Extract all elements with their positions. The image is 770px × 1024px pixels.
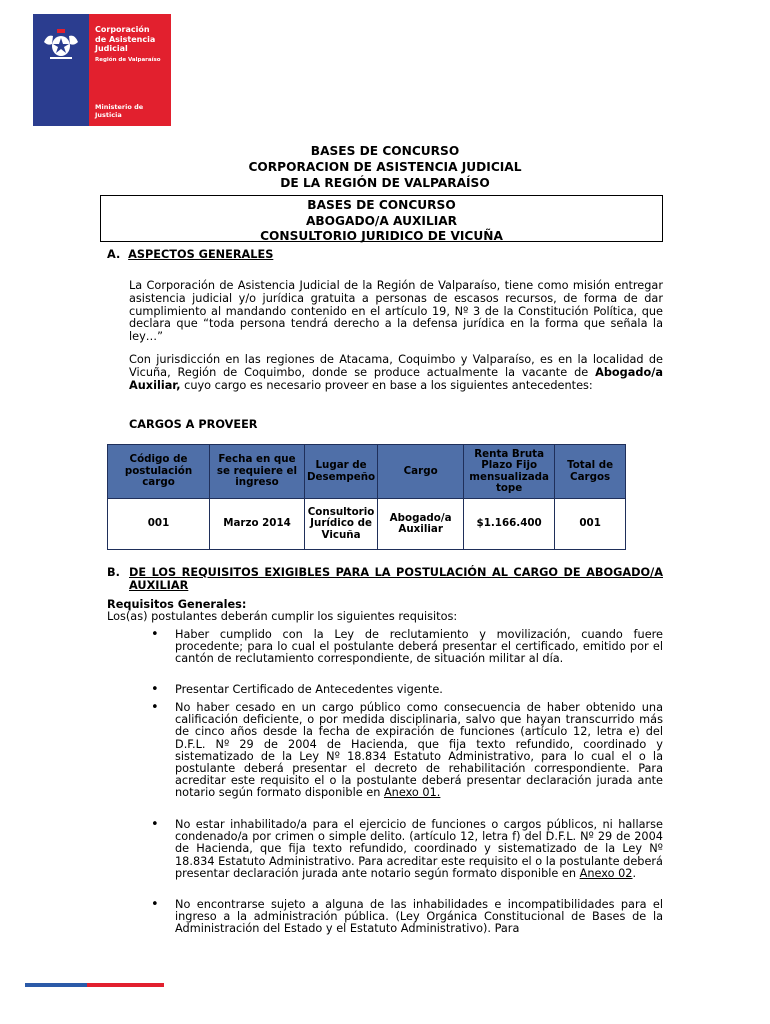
table-cell: Marzo 2014 <box>210 499 305 550</box>
institution-logo <box>33 14 171 126</box>
table-cell: $1.166.400 <box>464 499 555 550</box>
logo-ministry-panel <box>33 94 171 126</box>
header-line-1: BASES DE CONCURSO <box>310 144 460 158</box>
table-header: Fecha en que se requiere el ingreso <box>210 445 305 499</box>
boxed-title-bottom-rule <box>100 241 663 242</box>
bullet-icon: • <box>151 682 159 697</box>
section-a-heading <box>107 248 273 262</box>
table-cell: 001 <box>108 499 210 550</box>
header-line-3: DE LA REGIÓN DE VALPARAÍSO <box>280 176 490 190</box>
boxed-title-line-3: CONSULTORIO JURIDICO DE VICUÑA <box>260 229 503 243</box>
table-header: Total de Cargos <box>555 445 626 499</box>
para2-post: cuyo cargo es necesario proveer en base a los siguientes antecedentes: <box>180 378 593 392</box>
requirements-title: Requisitos Generales: <box>107 598 247 611</box>
requirement-item-1: Haber cumplido con la Ley de reclutamiento y movilización, cuando fuere procedente; para lo cual el postulante deberá presentar el certificado, emitido por el cantón de reclutamiento correspondiente, de situación militar al día. <box>175 628 663 666</box>
bullet-icon: • <box>151 897 159 912</box>
table-cell: 001 <box>555 499 626 550</box>
logo-region: Región de Valparaíso <box>95 57 161 63</box>
cargos-title: CARGOS A PROVEER <box>129 418 258 431</box>
table-header: Cargo <box>378 445 464 499</box>
requirement-item-4 <box>175 819 663 880</box>
logo-org-name: Corporación de Asistencia Judicial <box>95 25 156 53</box>
para2-pre: Con jurisdicción en las regiones de Atacama, Coquimbo y Valparaíso, es en la localidad de Vicuña, Región de Coquimbo, donde se produce actualmente la vacante de <box>129 353 663 379</box>
requirement-item-3 <box>175 702 663 800</box>
item-4-text: No estar inhabilitado/a para el ejercicio de funciones o cargos públicos, ni hallarse condenado/a por crimen o simple delito. (artículo 12, letra f) del D.F.L. Nº 29 de 2004 de Hacienda, que fija texto refundido, coordinado y sistematizado de la Ley Nº 18.834 Estatuto Administrativo. Para acreditar este requisito el o la postulante deberá presentar declaración jurada ante notario según formato disponible en <box>175 818 663 880</box>
boxed-title <box>100 195 663 241</box>
logo-blue-panel <box>33 14 89 94</box>
footer-bar-blue <box>25 983 87 987</box>
table-cell: Consultorio Jurídico de Vicuña <box>305 499 378 550</box>
section-a-paragraph-2 <box>129 354 663 392</box>
boxed-title-line-2: ABOGADO/A AUXILIAR <box>305 213 458 228</box>
logo-blue-strip <box>33 94 89 126</box>
header-line-2: CORPORACION DE ASISTENCIA JUDICIAL <box>248 160 522 174</box>
requirement-item-2: Presentar Certificado de Antecedentes vigente. <box>175 683 443 696</box>
item-3-text: No haber cesado en un cargo público como consecuencia de haber obtenido una calificación deficiente, o por medida disciplinaria, salvo que hayan transcurrido más de cinco años desde la fecha de expiración de funciones (artículo 12, letra e) del D.F.L. Nº 29 de 2004 de Hacienda, que fija texto refundido, coordinado y sistematizado de la Ley Nº 18.834 Estatuto Administrativo, para lo cual el o la postulante deberá presentar el decreto de rehabilitación correspondiente. Para acreditar este requisito el o la postulante deberá presentar declaración jurada ante notario según formato disponible en <box>175 701 663 800</box>
table-cell: Abogado/a Auxiliar <box>378 499 464 550</box>
document-header <box>0 143 770 191</box>
logo-red-panel <box>89 14 171 94</box>
logo-ministry: Ministerio de Justicia <box>95 103 144 119</box>
anexo-01-link[interactable]: Anexo 01. <box>383 786 441 800</box>
table-header: Código de postulación cargo <box>108 445 210 499</box>
section-b-letter: B. <box>107 566 120 579</box>
requirements-intro: Los(as) postulantes deberán cumplir los siguientes requisitos: <box>107 610 458 623</box>
bullet-icon: • <box>151 700 159 715</box>
section-b-title: DE LOS REQUISITOS EXIGIBLES PARA LA POSTULACIÓN AL CARGO DE ABOGADO/A AUXILIAR <box>129 566 663 592</box>
cargos-table <box>107 444 626 550</box>
anexo-02-link[interactable]: Anexo 02 <box>579 866 633 880</box>
requirement-item-5: No encontrarse sujeto a alguna de las inhabilidades e incompatibilidades para el ingreso a la administración pública. (Ley Orgánica Constitucional de Bases de la Administración del Estado y el Estatuto Administrativo). Para <box>175 898 663 936</box>
table-header-row <box>108 445 626 499</box>
section-a-title: ASPECTOS GENERALES <box>128 248 274 261</box>
table-row <box>108 499 626 550</box>
coat-of-arms-icon <box>40 26 82 60</box>
bullet-icon: • <box>151 627 159 642</box>
item-4-after: . <box>632 866 637 880</box>
section-a-paragraph-1: La Corporación de Asistencia Judicial de la Región de Valparaíso, tiene como misión entregar asistencia judicial y/o jurídica gratuita a personas de escasos recursos, de forma de dar cumplimiento al mandando contenido en el artículo 19, Nº 3 de la Constitución Política, que declara que “toda persona tendrá derecho a la defensa jurídica en la forma que señala la ley…” <box>129 279 663 344</box>
footer-bar-red <box>87 983 164 987</box>
para2-bold: Abogado/a Auxiliar, <box>129 365 663 392</box>
table-header: Renta Bruta Plazo Fijo mensualizada tope <box>464 445 555 499</box>
boxed-title-line-1: BASES DE CONCURSO <box>307 198 456 212</box>
bullet-icon: • <box>151 817 159 832</box>
table-header: Lugar de Desempeño <box>305 445 378 499</box>
section-a-letter: A. <box>107 248 121 261</box>
